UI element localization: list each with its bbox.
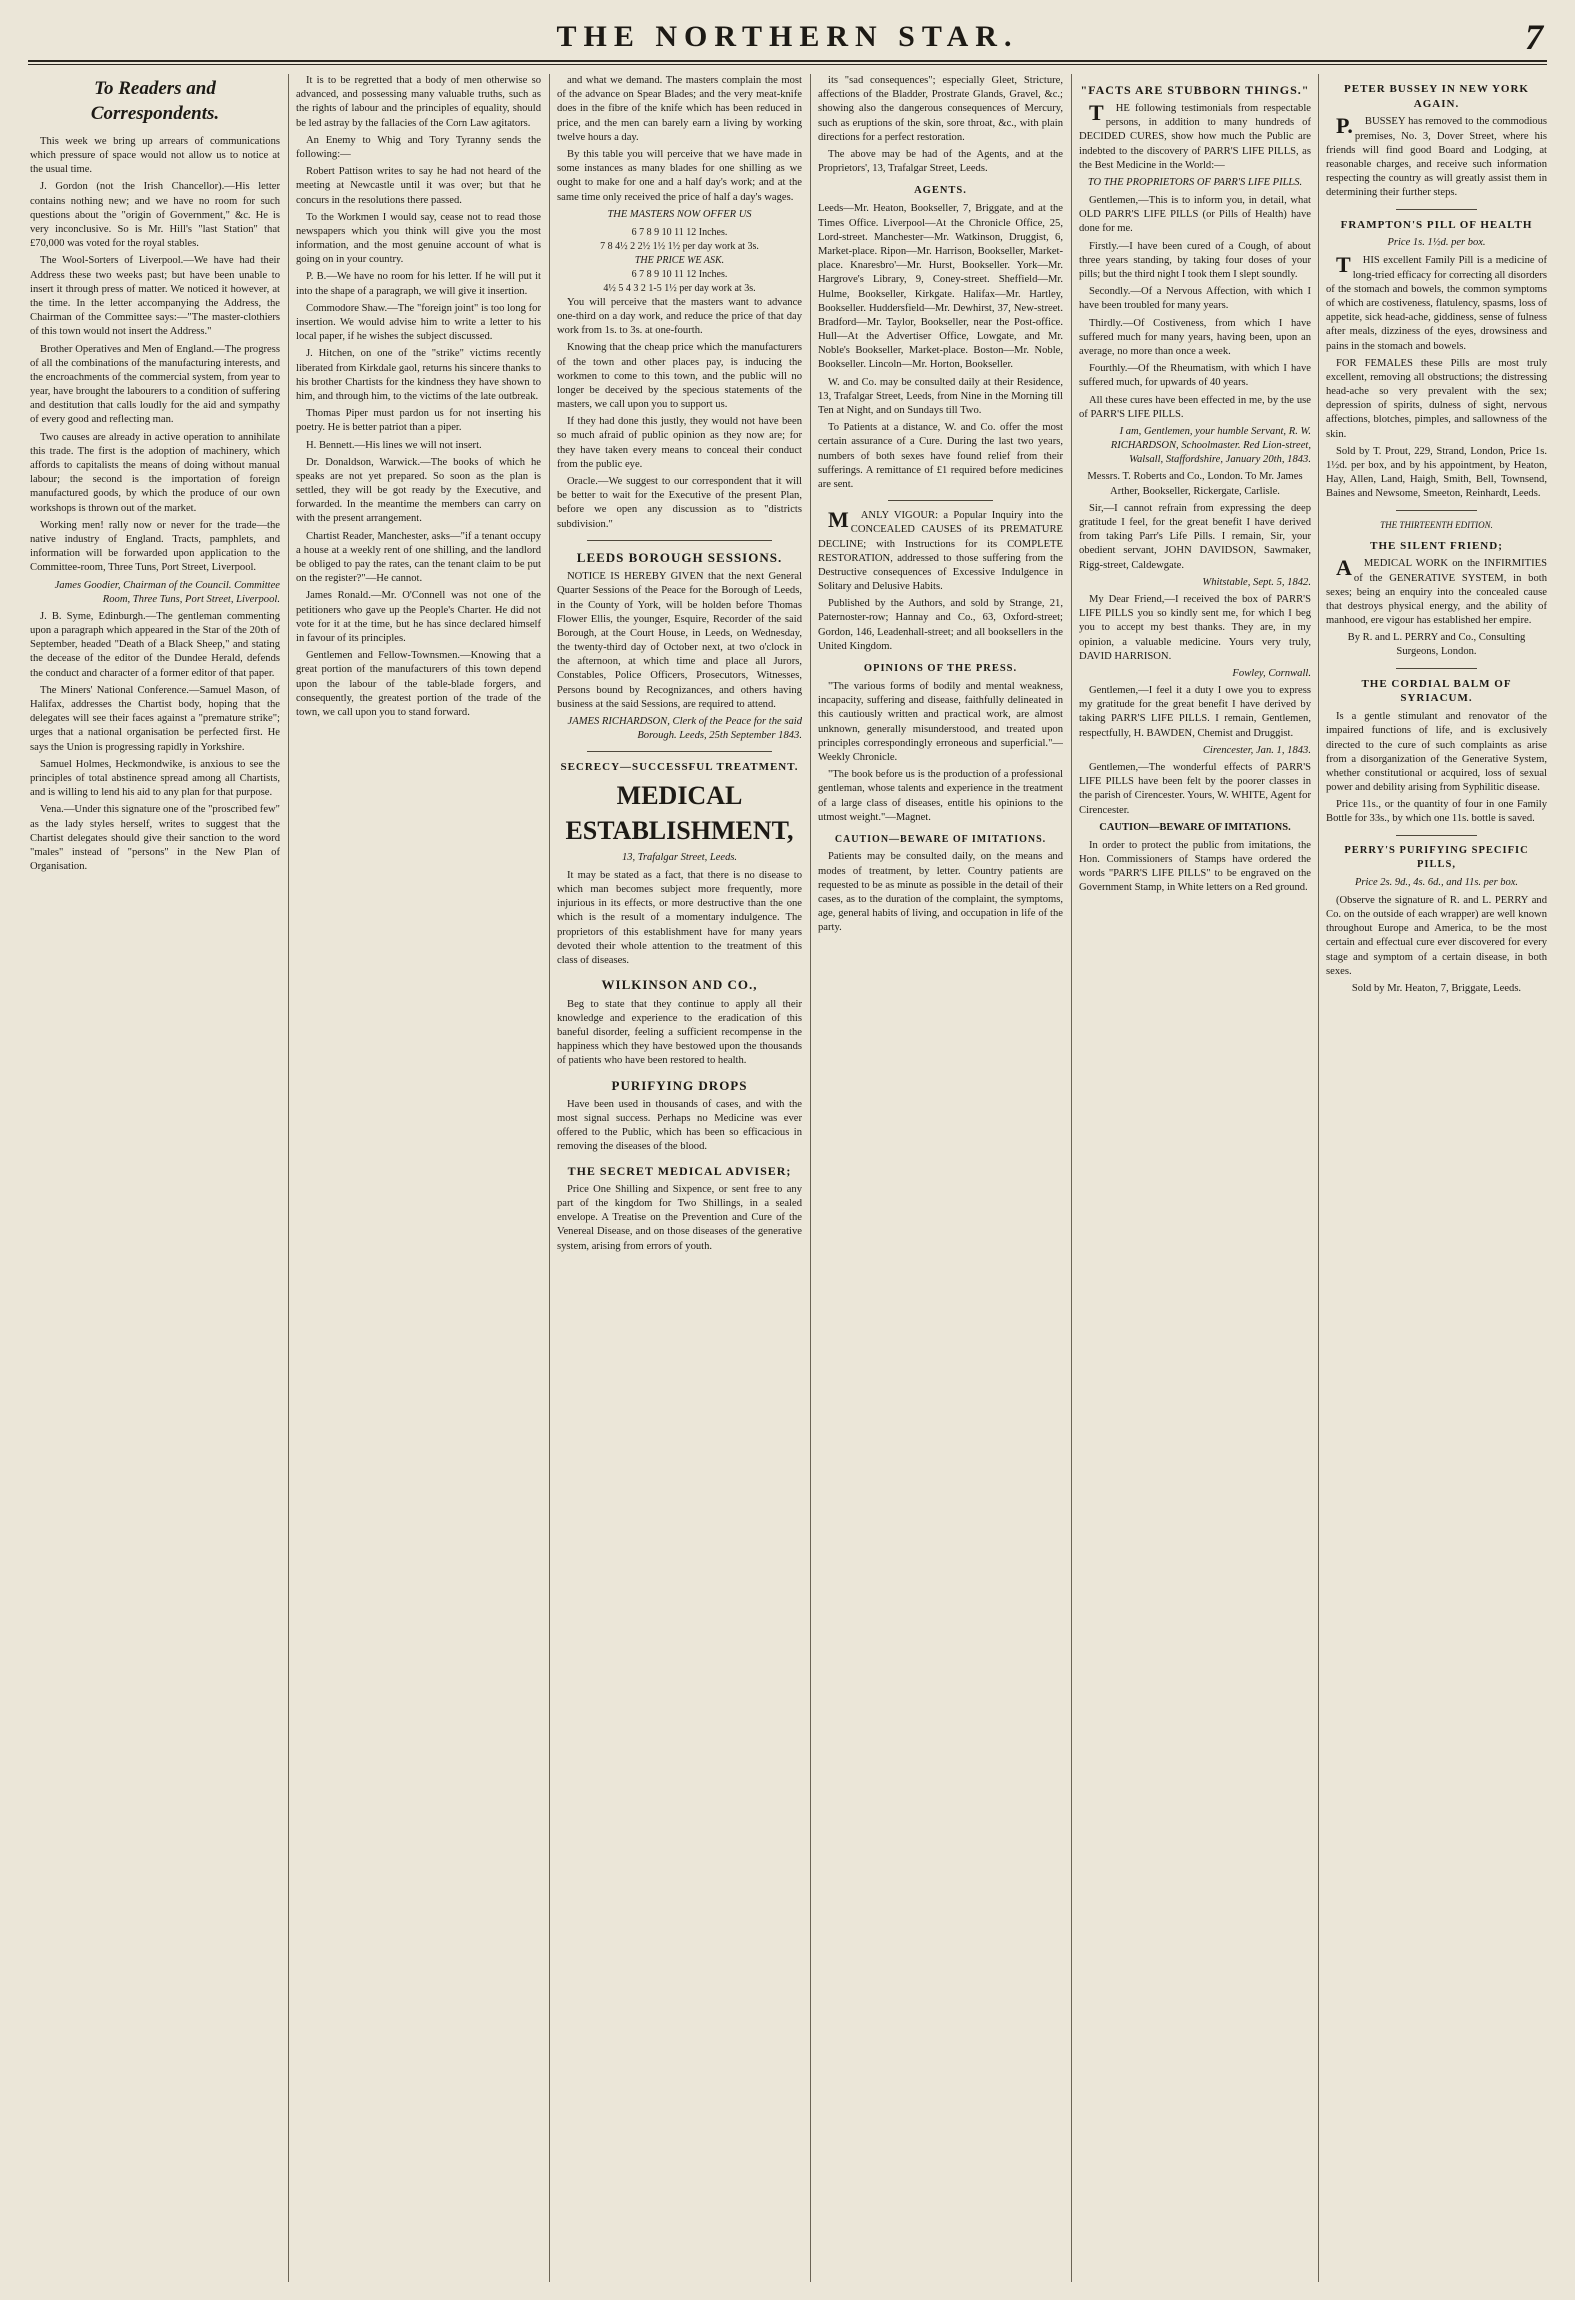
paragraph: P. B.—We have no room for his letter. If he will put it into the shape of a paragraph, we will give it insertion. <box>296 271 541 297</box>
testimonial: Secondly.—Of a Nervous Affection, with which I have been troubled for many years. <box>1079 286 1311 312</box>
column-rule <box>288 74 289 2282</box>
testimonial: Gentlemen,—I feel it a duty I owe you to express my gratitude for the great benefit I have derived by taking PARR'S LIFE PILLS. I remain, Gentlemen, respectfully, H. BAWDEN, Chemist and Druggist. <box>1079 685 1311 739</box>
column-3 <box>557 74 802 2282</box>
paragraph: W. and Co. may be consulted daily at their Residence, 13, Trafalgar Street, Leeds, from Nine in the Morning till Ten at Night, and on Sundays till Two. <box>818 376 1063 416</box>
paragraph: This week we bring up arrears of communications which pressure of space would not allow us to notice at the usual time. <box>30 135 280 176</box>
column-1 <box>30 74 280 2282</box>
sessions-signature: JAMES RICHARDSON, Clerk of the Peace for the said Borough. Leeds, 25th September 1843. <box>567 716 802 742</box>
purifying-pills-price: Price 2s. 9d., 4s. 6d., and 11s. per box. <box>1354 876 1519 888</box>
testimonial: Gentlemen,—This is to inform you, in detail, what OLD PARR'S LIFE PILLS (or Pills of Health) have done for me. <box>1079 195 1311 235</box>
dateline: Fowley, Cornwall. <box>1232 667 1311 679</box>
paragraph: Sold by T. Prout, 229, Strand, London, Price 1s. 1½d. per box, and by his appointment, by Heaton, Hay, Allen, Land, Haigh, Smith, Bell, Townsend, Baines and Newsome, Smeeton, Reinhardt, Leeds. <box>1326 445 1547 500</box>
price-table-title: THE MASTERS NOW OFFER US <box>607 208 752 220</box>
caution-heading: CAUTION—BEWARE OF IMITATIONS. <box>1099 821 1291 833</box>
opinions-heading: OPINIONS OF THE PRESS. <box>863 663 1018 674</box>
parr-intro: THE following testimonials from respectable persons, in addition to many hundreds of DECIDED CURES, show how much the Public are indebted to the discovery of PARR'S LIFE PILLS, as the Best Medicine in the World:— <box>1079 100 1311 171</box>
price-row-heading: THE PRICE WE ASK. <box>634 254 725 266</box>
paragraph: Commodore Shaw.—The "foreign joint" is too long for insertion. We would advise him to write a letter to his local paper, if he wishes the subject discussed. <box>296 302 541 343</box>
page-number: 7 <box>1525 17 1543 57</box>
proprietors-heading: TO THE PROPRIETORS OF PARR'S LIFE PILLS. <box>1087 177 1303 189</box>
divider <box>1396 209 1477 210</box>
paragraph: Samuel Holmes, Heckmondwike, is anxious to see the principles of total abstinence spread among all Chartists, and is willing to lend his aid to any plan for that purpose. <box>30 758 280 799</box>
paragraph: You will perceive that the masters want to advance one-third on a day work, and reduce the price of that day work from 1s. to 3s. at one-fourth. <box>557 296 802 337</box>
testimonial-signature: I am, Gentlemen, your humble Servant, R. W. RICHARDSON, Schoolmaster. Red Lion-street, Walsall, Staffordshire, January 20th, 1843. <box>1110 425 1311 466</box>
wilkinson-heading: WILKINSON AND CO., <box>601 977 758 993</box>
paragraph: If they had done this justly, they would not have been so much afraid of public opinion as they now are; for they have taken every means to conceal their conduct from the public eye. <box>557 416 802 470</box>
manly-vigour-notice: MANLY VIGOUR: a Popular Inquiry into the CONCEALED CAUSES of its PREMATURE DECLINE; with Instructions for its COMPLETE RESTORATION, addressed to those suffering from the Destructive consequences of Excessive Indulgence in Solitary and Delusive Habits. <box>818 507 1063 593</box>
paragraph: James Ronald.—Mr. O'Connell was not one of the petitioners who gave up the People's Charter. He did not vote for it at the time, but he has since declared himself in favour of its principles. <box>296 590 541 644</box>
secrecy-heading: SECRECY—SUCCESSFUL TREATMENT. <box>560 761 799 774</box>
paragraph: H. Bennett.—His lines we will not insert. <box>306 439 482 451</box>
sold-by: Sold by Mr. Heaton, 7, Briggate, Leeds. <box>1351 982 1522 994</box>
cordial-balm-heading: THE CORDIAL BALM OF SYRIACUM. <box>1361 677 1512 705</box>
agents-heading: AGENTS. <box>914 185 967 197</box>
purifying-drops-heading: PURIFYING DROPS <box>611 1077 748 1093</box>
paragraph: The Wool-Sorters of Liverpool.—We have had their Address these two weeks past; but have been unable to insert it through press of matter. We noticed it however, at the time. In the letter accompanying the Address, the Chairman of the Committee says:—"The master-clothiers of this town would not insert the Address." <box>30 255 280 338</box>
silent-friend-notice: AMEDICAL WORK on the INFIRMITIES of the GENERATIVE SYSTEM, in both sexes; being an enquiry into the concealed cause that destroys physical energy, and the ability of manhood, ere vigour has established her empire. <box>1326 555 1547 627</box>
paragraph: It is to be regretted that a body of men otherwise so advanced, and possessing many valuable truths, such as the rights of labour and the principles of equality, should be led astray by the fallacies of the Corn Law agitators. <box>296 75 541 129</box>
paragraph: An Enemy to Whig and Tory Tyranny sends the following:— <box>296 134 541 160</box>
paragraph: In order to protect the public from imitations, the Hon. Commissioners of Stamps have ordered the words "PARR'S LIFE PILLS" to be engraved on the Government Stamp, in White letters on a Red ground. <box>1079 839 1311 894</box>
sessions-heading: LEEDS BOROUGH SESSIONS. <box>576 549 783 565</box>
paragraph: (Observe the signature of R. and L. PERRY and Co. on the outside of each wrapper) are well known throughout Europe and America, to be the most certain and effectual cure ever discovered for every stage and symptom of a certain disease, in both sexes. <box>1326 894 1547 977</box>
divider <box>587 751 772 752</box>
paragraph: and what we demand. The masters complain the most of the advance on Spear Blades; and the very meat-knife does in the fibre of the knife which has been reduced in price, and the men can barely earn a living by working twelve hours a day. <box>557 75 802 143</box>
paragraph: Knowing that the cheap price which the manufacturers of the town and other places pay, is inducing the workmen to come to this town, and the public will no longer be deceived by the specious statements of the masters, we call upon you to support us. <box>557 342 802 411</box>
paragraph: Robert Pattison writes to say he had not heard of the meeting at Newcastle until it was over; but that he concurs in the resolutions there passed. <box>296 166 541 206</box>
dateline: Cirencester, Jan. 1, 1843. <box>1202 744 1311 756</box>
paragraph: J. Gordon (not the Irish Chancellor).—His letter contains nothing new; and we have no room for such questions about the "origin of Government," &c. He is very inconclusive. So is Mr. Hill's "last Station" that £70,000 was voted for the royal stables. <box>30 181 280 250</box>
dateline: Whitstable, Sept. 5, 1842. <box>1202 576 1311 588</box>
paragraph: By this table you will perceive that we have made in some instances as many blades for one shilling as we ought to make for one and a half day's work; and at the same time only received the price of half a day's wages. <box>557 148 802 203</box>
column-4 <box>818 74 1063 2282</box>
paragraph: To the Workmen I would say, cease not to read those newspapers which you think will give you the most information, and the most genuine account of what is going on in your country. <box>296 211 541 266</box>
adviser-heading: THE SECRET MEDICAL ADVISER; <box>567 1163 792 1178</box>
bussey-heading: PETER BUSSEY IN NEW YORK AGAIN. <box>1344 83 1529 110</box>
testimonial: My Dear Friend,—I received the box of PARR'S LIFE PILLS you so kindly sent me, for which I beg you to accept my best thanks. They are, in my opinion, a valuable medicine. Yours very truly, DAVID HARRISON. <box>1079 593 1311 662</box>
paragraph: Beg to state that they continue to apply all their knowledge and experience to the eradication of this baneful disorder, feeling a sufficient recompense in the happiness which they have bestowed upon the thousands of patients who have been restored to health. <box>557 998 802 1067</box>
silent-friend-signature: By R. and L. PERRY and Co., Consulting Surgeons, London. <box>1347 632 1526 658</box>
paragraph: Gentlemen and Fellow-Townsmen.—Knowing that a great portion of the manufacturers of this town depend upon the labour of the table-blade forgers, and consequently, the greatest portion of the trade of the town, we call upon you to stand forward. <box>296 650 541 718</box>
divider <box>1396 510 1477 511</box>
column-6 <box>1326 74 1547 2282</box>
paragraph: Working men! rally now or never for the trade—the native industry of England. Tracts, pamphlets, and information will be forwarded upon application to the Committee-room, Three Tuns, Port Street, Liverpool. <box>30 519 280 574</box>
paragraph: The Miners' National Conference.—Samuel Mason, of Halifax, addresses the Chartist body, hoping that the delegates will see their faces against a "premature strike"; urges that a national organisation be perfected first. He says the Union is progressing rapidly in Yorkshire. <box>30 684 280 753</box>
paragraph: Price 11s., or the quantity of four in one Family Bottle for 33s., by which one 11s. bottle is saved. <box>1326 799 1547 825</box>
paragraph: J. Hitchen, on one of the "strike" victims recently liberated from Kirkdale gaol, returns his sincere thanks to his brother Chartists for the kindness they have shown to him, and through him, to the victims of the late outbreak. <box>296 348 541 402</box>
agents-list: Leeds—Mr. Heaton, Bookseller, 7, Briggate, and at the Times Office. Liverpool—At the Chronicle Office, 25, Lord-street. Manchester—Mr. Watkinson, Druggist, 6, Market-place. Ripon—Mr. Harrison, Bookseller, Market-place. Knaresbro'—Mr. Hurst, Bookseller. York—Mr. Hargrove's Library, 9, Coney-street. Sheffield—Mr. Hulme, Bookseller, Kirkgate. Halifax—Mr. Hartley, Bookseller. Huddersfield—Mr. Dewhirst, 37, New-street. Bradford—Mr. Taylor, Bookseller, near the Post-office. Hull—At the Advertiser Office, Lowgate, and Mr. Noble's Bookseller, Market-place. Boston—Mr. Noble, Bookseller. Lincoln—Mr. Horton, Bookseller. <box>818 203 1063 371</box>
paragraph: Price One Shilling and Sixpence, or sent free to any part of the kingdom for Two Shillings, in a sealed envelope. A Treatise on the Prevention and Cure of the Venereal Disease, and on those diseases of the generative system, arising from errors of youth. <box>557 1183 802 1252</box>
sessions-notice: NOTICE IS HEREBY GIVEN that the next General Quarter Sessions of the Peace for the Borough of Leeds, in the County of York, will be holden before Thomas Flower Ellis, the younger, Esquire, Recorder of the said Borough, at the Court House, in Leeds, on Wednesday, the twenty-third day of October next, at two o'clock in the afternoon, at which time and place all Jurors, Constables, Police Officers, Prosecutors, Witnesses, Persons bound by Recognizances, and others having business at the said Sessions, are required to attend. <box>557 571 802 710</box>
frampton-price: Price 1s. 1½d. per box. <box>1387 237 1486 249</box>
newspaper-title: THE NORTHERN STAR. <box>556 20 1019 53</box>
paragraph: its "sad consequences"; especially Gleet, Stricture, affections of the Bladder, Prostrate Glands, Gravel, &c.; showing also the dangerous consequences of Mercury, such as eruptions of the skin, sore throat, &c., with plain directions for a perfect restoration. <box>818 75 1063 143</box>
paragraph: Have been used in thousands of cases, and with the most signal success. Perhaps no Medicine was ever offered to the Public, which has been so efficacious in removing the diseases of the blood. <box>557 1098 802 1153</box>
testimonial: Thirdly.—Of Costiveness, from which I have suffered much for many years, having been, upon an average, no more than once a week. <box>1079 317 1311 357</box>
paragraph: Published by the Authors, and sold by Strange, 21, Paternoster-row; Hannay and Co., 63, Oxford-street; Gordon, 146, Leadenhall-street; and all booksellers in the United Kingdom. <box>818 598 1063 652</box>
column-2 <box>296 74 541 2282</box>
divider <box>888 500 993 501</box>
column-5 <box>1079 74 1311 2282</box>
paragraph: The above may be had of the Agents, and at the Proprietors', 13, Trafalgar Street, Leeds. <box>818 148 1063 175</box>
paragraph: To Patients at a distance, W. and Co. offer the most certain assurance of a Cure. During the last two years, numbers of both sexes have found relief from their sufferings. A remittance of £1 required before medicines are sent. <box>818 422 1063 490</box>
column-rule <box>549 74 550 2282</box>
column-rule <box>1071 74 1072 2282</box>
price-table <box>557 226 802 296</box>
masthead <box>28 14 1547 62</box>
testimonial: Sir,—I cannot refrain from expressing the deep gratitude I feel, for the great benefit I have derived from taking Parr's Life Pills. I remain, Sir, your obedient servant, JOHN DAVIDSON, Sawmaker, Rigg-street, Caldewgate. <box>1079 502 1311 571</box>
medical-address: 13, Trafalgar Street, Leeds. <box>621 851 738 863</box>
paragraph: FOR FEMALES these Pills are most truly excellent, removing all obstructions; the distressing head-ache so very prevalent with the sex; depression of spirits, dulness of sight, nervous affections, blotches, pimples, and sallowness of the skin. <box>1326 357 1547 440</box>
frampton-notice: THIS excellent Family Pill is a medicine of long-tried efficacy for correcting all disorders of the stomach and bowels, the common symptoms of which are costiveness, flatulency, spasms, loss of appetite, sick head-ache, giddiness, sense of fulness after meals, dizziness of the eyes, drowsiness and pains in the stomach and bowels. <box>1326 252 1547 352</box>
paragraph: Dr. Donaldson, Warwick.—The books of which he speaks are not yet prepared. So soon as the plan is settled, they will be got ready by the Executive, and forwarded. In the meantime the members can carry on with the present arrangement. <box>296 456 541 525</box>
edition-label: THE THIRTEENTH EDITION. <box>1380 519 1493 530</box>
frampton-heading: FRAMPTON'S PILL OF HEALTH <box>1340 218 1533 231</box>
testimonial: All these cures have been effected in me, by the use of PARR'S LIFE PILLS. <box>1079 394 1311 420</box>
paragraph: Oracle.—We suggest to our correspondent that it will be better to wait for the Executive of the present Plan, before we open any discussion as to "districts subdivision." <box>557 476 802 530</box>
testimonial: Fourthly.—Of the Rheumatism, with which I have suffered much, for upwards of 40 years. <box>1079 363 1311 389</box>
paragraph: Thomas Piper must pardon us for not inserting his poetry. He is better patriot than a piper. <box>296 408 541 434</box>
divider <box>1396 835 1477 836</box>
paragraph: "The book before us is the production of a professional gentleman, whose talents and experience in the treatment of a large class of diseases, entitle his opinions to the utmost weight."—Magnet. <box>818 769 1063 823</box>
paragraph: Brother Operatives and Men of England.—The progress of all the combinations of the manufacturing interests, and the encroachments of the commercial system, from year to year, have brought the labourers to a condition of suffering and destitution that calls loudly for the aid and sympathy of every good and reflecting man. <box>30 343 280 426</box>
price-row: 6 7 8 9 10 11 12 Inches. <box>631 226 728 238</box>
parr-heading: "FACTS ARE STUBBORN THINGS." <box>1080 83 1310 97</box>
testimonial: Gentlemen,—The wonderful effects of PARR'S LIFE PILLS have been felt by the poorer classes in the parish of Cirencester. Yours, W. WHITE, Agent for Cirencester. <box>1079 762 1311 816</box>
silent-friend-heading: THE SILENT FRIEND; <box>1370 539 1503 552</box>
divider <box>1396 668 1477 669</box>
price-row: 7 8 4½ 2 2½ 1½ 1½ per day work at 3s. <box>600 240 759 252</box>
paragraph: Two causes are already in active operation to annihilate this trade. The first is the adoption of machinery, which affords to capitalists the means of doing without manual labour; the second is the importation of foreign manufactured goods, by which the produce of our own workshops is thrown out of the market. <box>30 431 280 514</box>
column-rule <box>810 74 811 2282</box>
divider <box>587 540 772 541</box>
addressee: Messrs. T. Roberts and Co., London. To Mr. James Arther, Bookseller, Rickergate, Carlisle. <box>1087 471 1303 497</box>
paragraph: Vena.—Under this signature one of the "proscribed few" as the lady styles herself, writes to suggest that the Chartist delegates should give their sanction to the word "males" instead of "persons" in the New Plan of Organisation. <box>30 804 280 873</box>
signature: James Goodier, Chairman of the Council. Committee Room, Three Tuns, Port Street, Liverpool. <box>54 579 280 605</box>
paragraph: J. B. Syme, Edinburgh.—The gentleman commenting upon a paragraph which appeared in the Star of the 20th of September, headed "Death of a Black Sheep," and stating the decease of the editor of the Dundee Herald, defends the conduct and character of a former editor of that paper. <box>30 610 280 679</box>
column-rule <box>1318 74 1319 2282</box>
caution-heading: CAUTION—BEWARE OF IMITATIONS. <box>834 833 1047 845</box>
paragraph: "The various forms of bodily and mental weakness, incapacity, suffering and disease, faithfully delineated in this cautiously written and practical work, are almost unknown, generally misunderstood, and treated upon principles correspondingly erroneous and superficial."—Weekly Chronicle. <box>818 681 1063 763</box>
masthead-rule <box>28 64 1547 65</box>
paragraph: Patients may be consulted daily, on the means and modes of treatment, by letter. Country patients are requested to be as minute as possible in the detail of their cases, as to the duration of the complaint, the symptoms, age, general habits of living, and occupation in life of the party. <box>818 851 1063 934</box>
price-row: 4½ 5 4 3 2 1-5 1½ per day work at 3s. <box>603 282 756 294</box>
paragraph: Is a gentle stimulant and renovator of the impaired functions of life, and is exclusively directed to the cure of such complaints as arise from a disorganization of the Generative System, whether constitutional or acquired, loss of sexual power and debility arising from Syphilitic disease. <box>1326 711 1547 794</box>
paragraph: Chartist Reader, Manchester, asks—"if a tenant occupy a house at a weekly rent of one shilling, and the landlord be obliged to pay the rates, can the tenant claim to be put on the register?"—He cannot. <box>296 530 541 585</box>
purifying-pills-heading: PERRY'S PURIFYING SPECIFIC PILLS, <box>1344 844 1529 870</box>
price-row: 6 7 8 9 10 11 12 Inches. <box>631 268 728 280</box>
paragraph: It may be stated as a fact, that there is no disease to which man becomes subject more frequently, more injurious in its effects, or more destructive than the one which is the result of a momentary indulgence. The proprietors of this establishment have for many years devoted their whole attention to the treatment of this class of diseases. <box>557 869 802 966</box>
testimonial: Firstly.—I have been cured of a Cough, of about three years standing, by taking four doses of your pills; but the third night I took them I slept soundly. <box>1079 240 1311 281</box>
bussey-notice: P.BUSSEY has removed to the commodious premises, No. 3, Dover Street, where his friends will find good Board and Lodging, at reasonable charges, and receive such information respecting the country as will greatly assist them in determining their further steps. <box>1326 113 1547 199</box>
medical-heading: MEDICAL ESTABLISHMENT, <box>565 781 794 845</box>
correspondents-heading: To Readers and Correspondents. <box>90 78 220 125</box>
